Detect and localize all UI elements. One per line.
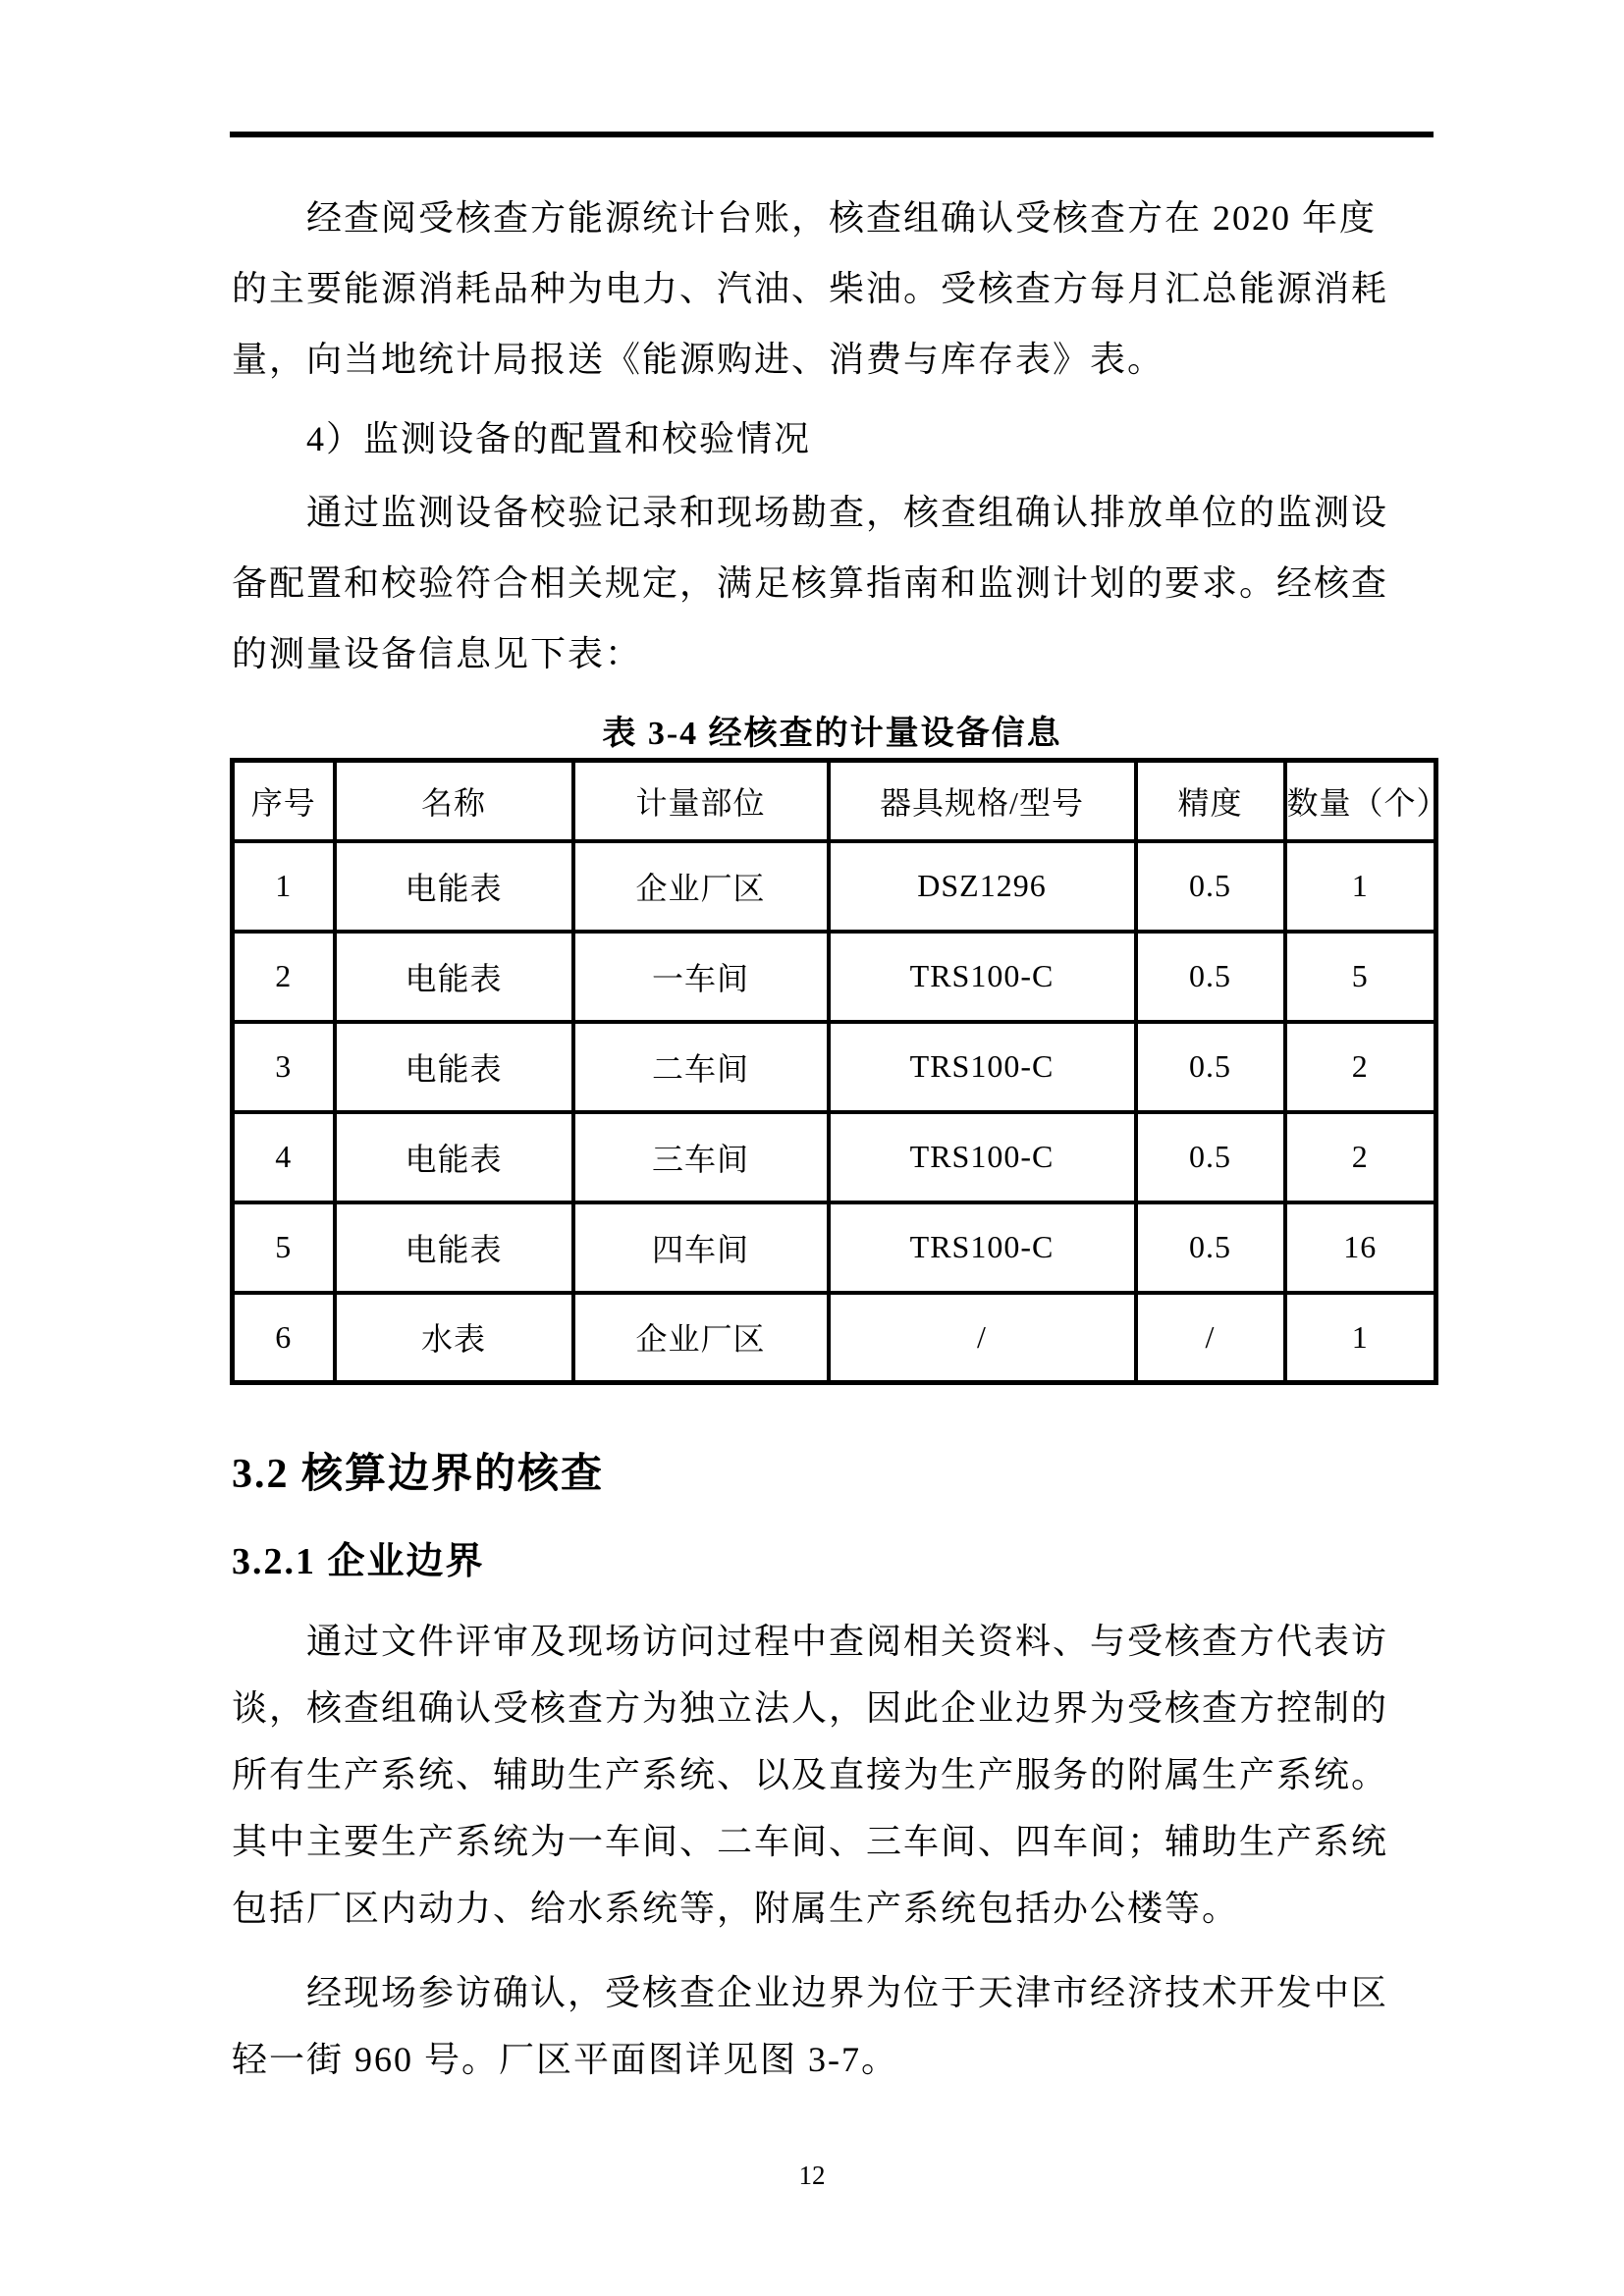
- table-row: [233, 1022, 1436, 1112]
- table-row: [233, 1293, 1436, 1383]
- cell: 企业厂区: [573, 1293, 829, 1383]
- header-cell-model: 器具规格/型号: [829, 761, 1136, 841]
- paragraph-monitoring-check: [232, 477, 1433, 689]
- cell: 4: [233, 1112, 335, 1202]
- paragraph-line: 通过文件评审及现场访问过程中查阅相关资料、与受核查方代表访: [306, 1622, 1389, 1661]
- table-row: [233, 1112, 1436, 1202]
- cell: 2: [233, 932, 335, 1022]
- cell: DSZ1296: [829, 841, 1136, 932]
- cell: 0.5: [1136, 841, 1285, 932]
- paragraph-line: 包括厂区内动力、给水系统等，附属生产系统包括办公楼等。: [232, 1889, 1240, 1928]
- cell: 企业厂区: [573, 841, 829, 932]
- cell: 水表: [335, 1293, 573, 1383]
- cell: 电能表: [335, 1112, 573, 1202]
- cell: 一车间: [573, 932, 829, 1022]
- cell: 0.5: [1136, 1112, 1285, 1202]
- cell: 1: [233, 841, 335, 932]
- cell: 电能表: [335, 1022, 573, 1112]
- cell: 电能表: [335, 932, 573, 1022]
- cell: TRS100-C: [829, 932, 1136, 1022]
- paragraph-line: 所有生产系统、辅助生产系统、以及直接为生产服务的附属生产系统。: [232, 1755, 1389, 1794]
- cell: 0.5: [1136, 1022, 1285, 1112]
- page-number: 12: [798, 2161, 826, 2190]
- header-cell-name: 名称: [335, 761, 573, 841]
- section-heading-3-2: 3.2 核算边界的核查: [232, 1452, 605, 1497]
- cell: 1: [1285, 841, 1436, 932]
- paragraph-site-location: [232, 1959, 1433, 2093]
- paragraph-enterprise-boundary: [232, 1608, 1433, 1942]
- cell: 三车间: [573, 1112, 829, 1202]
- table-header-row: [233, 761, 1436, 841]
- cell: 0.5: [1136, 1202, 1285, 1293]
- cell: /: [829, 1293, 1136, 1383]
- header-cell-quantity: 数量（个）: [1285, 761, 1436, 841]
- cell: TRS100-C: [829, 1112, 1136, 1202]
- cell: 16: [1285, 1202, 1436, 1293]
- cell: 四车间: [573, 1202, 829, 1293]
- paragraph-line: 4）监测设备的配置和校验情况: [306, 419, 812, 458]
- paragraph-line: 谈，核查组确认受核查方为独立法人，因此企业边界为受核查方控制的: [232, 1688, 1389, 1728]
- table-row: [233, 841, 1436, 932]
- paragraph-line: 备配置和校验符合相关规定，满足核算指南和监测计划的要求。经核查: [232, 563, 1389, 603]
- cell: 5: [1285, 932, 1436, 1022]
- measurement-devices-table: [230, 758, 1449, 1385]
- header-cell-index: 序号: [233, 761, 335, 841]
- cell: 电能表: [335, 1202, 573, 1293]
- paragraph-line: 量，向当地统计局报送《能源购进、消费与库存表》表。: [232, 340, 1165, 379]
- table-caption: 表 3-4 经核查的计量设备信息: [602, 716, 1062, 752]
- cell: 5: [233, 1202, 335, 1293]
- cell: 1: [1285, 1293, 1436, 1383]
- header-cell-location: 计量部位: [573, 761, 829, 841]
- cell: 二车间: [573, 1022, 829, 1112]
- cell: 2: [1285, 1022, 1436, 1112]
- paragraph-line: 的主要能源消耗品种为电力、汽油、柴油。受核查方每月汇总能源消耗: [232, 269, 1389, 308]
- header-cell-precision: 精度: [1136, 761, 1285, 841]
- list-item-4-monitoring-equipment: [232, 403, 1433, 474]
- cell: 3: [233, 1022, 335, 1112]
- cell: 0.5: [1136, 932, 1285, 1022]
- cell: 2: [1285, 1112, 1436, 1202]
- cell: TRS100-C: [829, 1022, 1136, 1112]
- section-heading-3-2-1: 3.2.1 企业边界: [232, 1541, 485, 1582]
- cell: 6: [233, 1293, 335, 1383]
- paragraph-line: 经查阅受核查方能源统计台账，核查组确认受核查方在 2020 年度: [306, 198, 1378, 238]
- paragraph-line: 轻一街 960 号。厂区平面图详见图 3-7。: [232, 2040, 898, 2079]
- table-row: [233, 932, 1436, 1022]
- table-row: [233, 1202, 1436, 1293]
- cell: TRS100-C: [829, 1202, 1136, 1293]
- paragraph-line: 通过监测设备校验记录和现场勘查，核查组确认排放单位的监测设: [306, 493, 1389, 532]
- cell: 电能表: [335, 841, 573, 932]
- cell: /: [1136, 1293, 1285, 1383]
- header-rule: [230, 132, 1434, 137]
- paragraph-line: 其中主要生产系统为一车间、二车间、三车间、四车间；辅助生产系统: [232, 1822, 1389, 1861]
- paragraph-line: 的测量设备信息见下表：: [232, 634, 643, 673]
- paragraph-line: 经现场参访确认，受核查企业边界为位于天津市经济技术开发中区: [306, 1973, 1389, 2012]
- paragraph-energy-ledger: [232, 183, 1433, 395]
